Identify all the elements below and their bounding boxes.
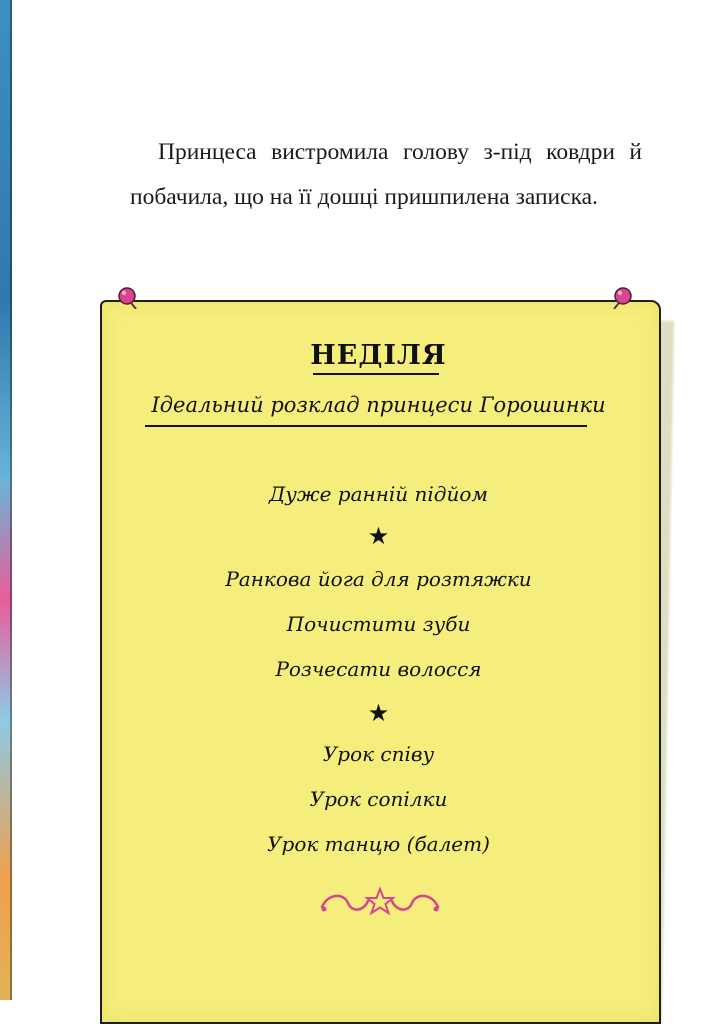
title-underline bbox=[313, 373, 439, 375]
schedule-item: Ранкова йога для розтяжки bbox=[225, 567, 532, 591]
subtitle-underline bbox=[145, 425, 587, 427]
pushpin-right-icon bbox=[612, 287, 634, 309]
intro-paragraph: Принцеса вистромила голову з-під ковдри й побачила, що на її дошці пришпилена записка. bbox=[130, 139, 642, 210]
schedule-item: Розчесати волосся bbox=[275, 657, 482, 681]
star-divider-icon: ★ bbox=[367, 699, 390, 727]
schedule-item: Урок співу bbox=[322, 742, 435, 766]
book-page-edge-illustration bbox=[0, 0, 12, 1000]
note-subtitle: Ідеальний розклад принцеси Горошинки bbox=[151, 393, 606, 417]
schedule-item: Урок сопілки bbox=[309, 787, 448, 811]
star-divider-icon: ★ bbox=[367, 522, 390, 550]
star-flourish-icon bbox=[318, 885, 442, 919]
pushpin-left-icon bbox=[116, 287, 138, 309]
schedule-item: Дуже ранній підйом bbox=[269, 482, 488, 506]
note-title: НЕДІЛЯ bbox=[310, 340, 447, 371]
schedule-item: Почистити зуби bbox=[286, 612, 471, 636]
schedule-item: Урок танцю (балет) bbox=[267, 832, 490, 856]
